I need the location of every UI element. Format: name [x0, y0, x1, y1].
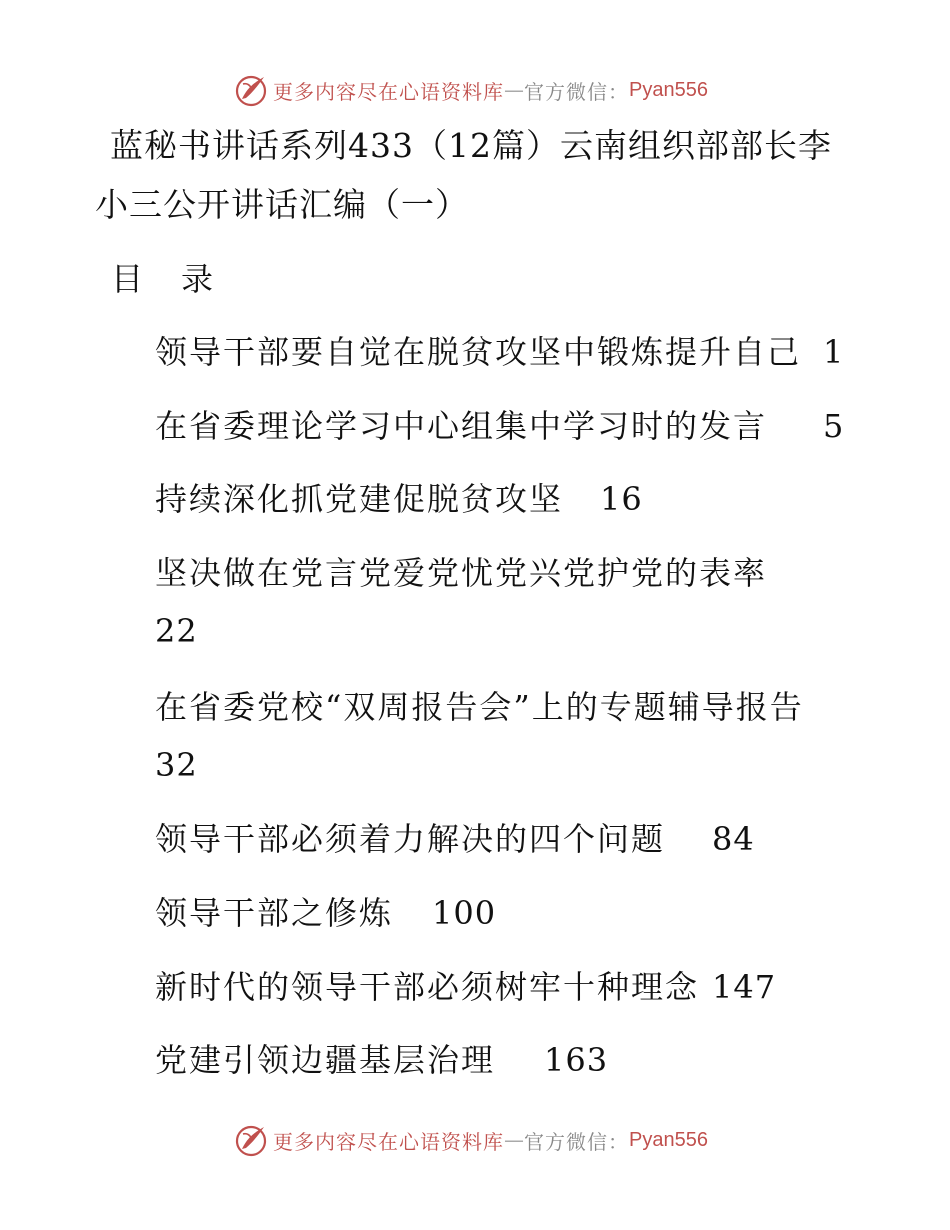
document-title-line-1: 蓝秘书讲话系列433（12篇）云南组织部部长李 — [110, 126, 832, 165]
toc-entry — [155, 472, 563, 526]
toc-entry — [155, 680, 804, 734]
toc-entry-title: 党建引领边疆基层治理 — [155, 1041, 496, 1079]
toc-entry-page: 163 — [544, 1041, 609, 1079]
toc-entry — [155, 812, 665, 866]
toc-entry-page: 16 — [600, 480, 643, 518]
header-banner — [233, 70, 708, 110]
toc-entry — [155, 325, 801, 379]
footer-banner — [233, 1120, 708, 1160]
toc-entry-title: 领导干部要自觉在脱贫攻坚中锻炼提升自己 — [155, 333, 802, 371]
banner-promo-text: 更多内容尽在心语资料库 — [273, 79, 504, 104]
banner-contact-label: 官方微信： — [524, 79, 629, 104]
banner-promo-text: 更多内容尽在心语资料库 — [273, 1129, 504, 1154]
toc-entry-page: 147 — [712, 968, 777, 1006]
toc-entry-title: 坚决做在党言党爱党忧党兴党护党的表率 — [155, 554, 768, 592]
toc-entry-title: 持续深化抓党建促脱贫攻坚 — [155, 480, 564, 518]
toc-heading — [111, 252, 213, 306]
toc-heading-char-2: 录 — [181, 260, 214, 298]
banner-contact-id: Pyan556 — [629, 1128, 708, 1151]
toc-entry-title: 在省委理论学习中心组集中学习时的发言 — [155, 407, 768, 445]
toc-entry-title: 领导干部必须着力解决的四个问题 — [155, 820, 666, 858]
banner-contact-label: 官方微信： — [524, 1129, 629, 1154]
toc-entry-page: 1 — [823, 333, 845, 371]
toc-entry-page: 100 — [432, 894, 497, 932]
toc-entry-page: 84 — [712, 820, 755, 858]
banner-dash: — — [504, 78, 524, 102]
toc-heading-char-1: 目 — [111, 260, 144, 298]
toc-entry — [155, 1033, 495, 1087]
toc-entry — [155, 886, 393, 940]
toc-entry — [155, 546, 767, 600]
brush-leaf-logo-icon — [233, 1122, 269, 1158]
toc-entry-page: 32 — [155, 746, 198, 784]
brush-leaf-logo-icon — [233, 72, 269, 108]
toc-entry — [155, 399, 767, 453]
toc-entry — [155, 960, 699, 1014]
toc-entry-page: 22 — [155, 612, 198, 650]
toc-entry-page: 5 — [823, 407, 845, 445]
banner-dash: — — [504, 1128, 524, 1152]
toc-entry-title: 在省委党校“双周报告会”上的专题辅导报告 — [155, 688, 804, 726]
toc-entry-title: 新时代的领导干部必须树牢十种理念 — [155, 968, 700, 1006]
banner-contact-id: Pyan556 — [629, 78, 708, 101]
toc-entry-title: 领导干部之修炼 — [155, 894, 394, 932]
document-title-line-2: 小三公开讲话汇编（一） — [95, 185, 469, 224]
